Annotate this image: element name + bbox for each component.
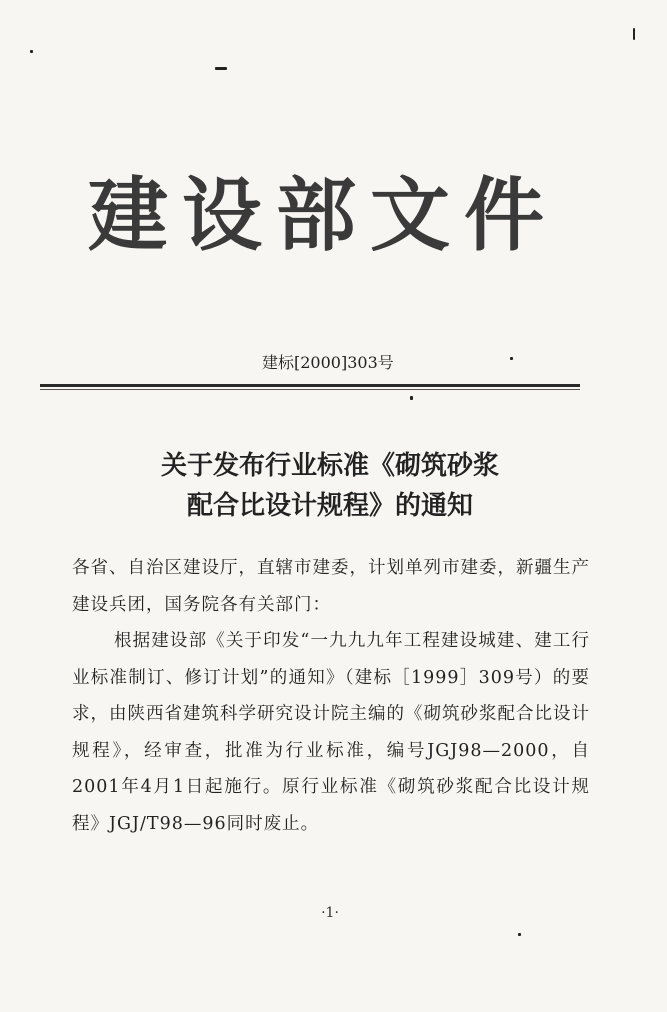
scan-speck (30, 50, 33, 53)
header-divider (40, 384, 580, 387)
scan-speck (215, 67, 227, 70)
scan-speck (633, 28, 635, 40)
notice-body (72, 550, 590, 842)
main-paragraph: 根据建设部《关于印发“一九九九年工程建设城建、建工行业标准制订、修订计划”的通知》（建标［1999］309号）的要求，由陕西省建筑科学研究设计院主编的《砌筑砂浆配合比设计规程》，经审查，批准为行业标准，编号JGJ98—2000，自2001年4月1日起施行。原行业标准《砌筑砂浆配合比设计规程》JGJ/T98—96同时废止。 (72, 631, 590, 834)
notice-title (80, 446, 580, 526)
scan-speck (410, 396, 413, 400)
addressee-paragraph: 各省、自治区建设厅，直辖市建委，计划单列市建委，新疆生产建设兵团，国务院各有关部门： (72, 558, 590, 615)
notice-title-line-2: 配合比设计规程》的通知 (186, 491, 473, 521)
notice-title-line-1: 关于发布行业标准《砌筑砂浆 (160, 451, 499, 481)
document-number: 建标[2000]303号 (262, 353, 394, 372)
scan-speck (518, 933, 521, 936)
scan-speck (510, 357, 513, 360)
page-number: ·1· (321, 905, 339, 921)
header-divider-thin (40, 389, 580, 390)
document-header-title: 建设部文件 (88, 168, 558, 262)
